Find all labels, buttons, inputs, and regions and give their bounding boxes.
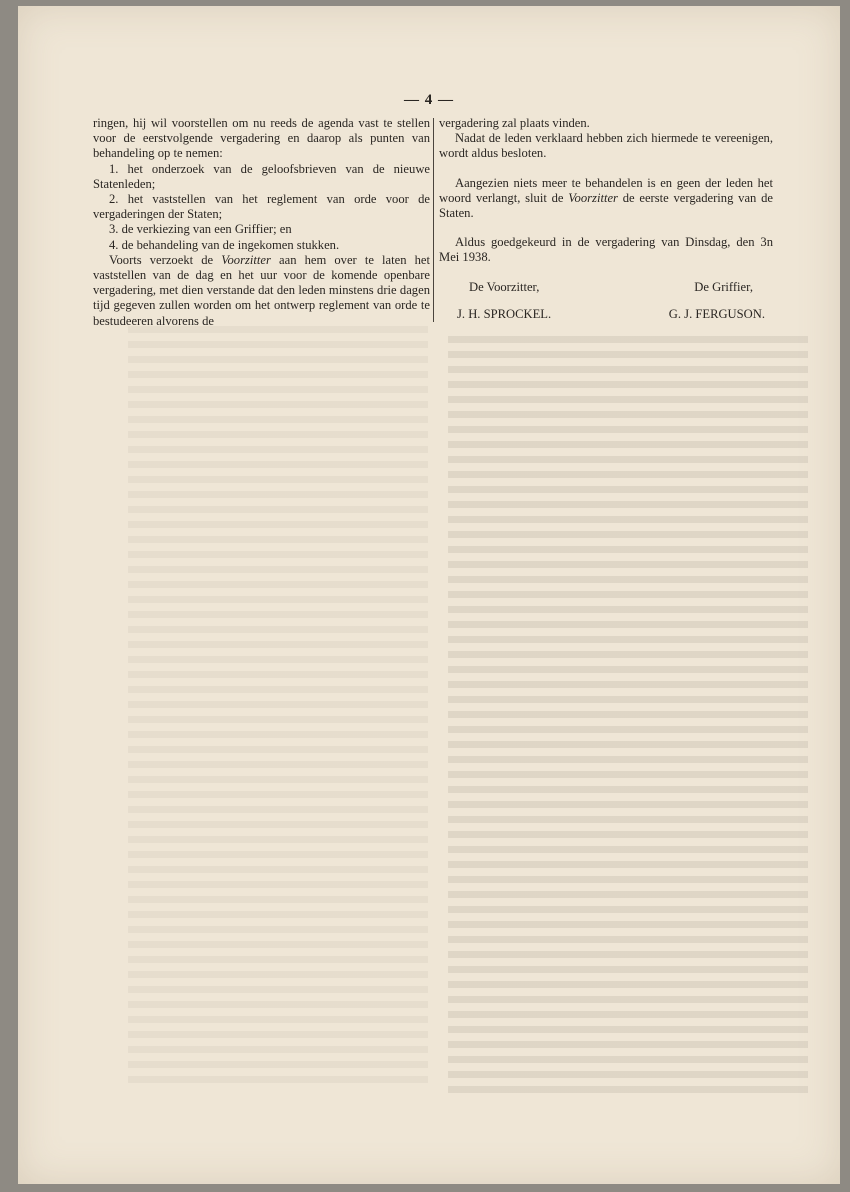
list-item: 2. het vaststellen van het reglement van orde voor de vergaderingen der Staten; xyxy=(93,192,430,222)
column-divider xyxy=(433,118,434,322)
emphasis-voorzitter: Voorzitter xyxy=(221,252,271,267)
paragraph-continuation: vergadering zal plaats vinden. xyxy=(439,116,590,130)
emphasis-voorzitter: Voorzitter xyxy=(568,190,618,205)
paragraph-voorts xyxy=(93,253,430,329)
list-item: 1. het onderzoek van de geloofsbrieven van de nieuwe Statenleden; xyxy=(93,161,430,191)
paragraph-approved: Aldus goedgekeurd in de vergadering van Dinsdag, den 3n Mei 1938. xyxy=(439,235,773,265)
document-page xyxy=(18,6,840,1184)
paragraph-closing xyxy=(439,176,773,222)
signature-title-chair: De Voorzitter, xyxy=(469,279,540,294)
bleed-through-text-left xyxy=(128,326,428,1086)
signature-titles xyxy=(439,280,773,295)
signature-name-clerk: G. J. FERGUSON. xyxy=(668,306,765,321)
text-run: aan hem over te laten het vaststellen van de dag en het uur voor de komende openbare vergadering, met dien verstande dat den leden minstens drie dagen tijd gegeven zullen worden om het ontwerp reglement van orde te bestudeeren alvorens de xyxy=(93,252,431,328)
signature-name-chair: J. H. SPROCKEL. xyxy=(457,306,552,321)
paragraph-agenda: ringen, hij wil voorstellen om nu reeds de agenda vast te stellen voor de eerstvolgende vergadering en daarop als punten van behandeling op te nemen: xyxy=(93,116,430,161)
text-run: Voorts verzoekt de xyxy=(109,252,222,267)
signature-title-clerk: De Griffier, xyxy=(694,279,753,294)
list-item: 4. de behandeling van de ingekomen stukken. xyxy=(109,237,340,252)
signature-names xyxy=(439,307,773,322)
paragraph-besloten: Nadat de leden verklaard hebben zich hiermede te vereenigen, wordt aldus besloten. xyxy=(439,131,773,161)
page-number: — 4 — xyxy=(404,92,454,108)
text-run: de eerste vergadering van de Staten. xyxy=(439,190,774,221)
right-column xyxy=(439,116,773,322)
left-column xyxy=(93,116,430,329)
bleed-through-text-right xyxy=(448,336,808,1096)
list-item: 3. de verkiezing van een Griffier; en xyxy=(109,222,292,237)
text-run: Aangezien niets meer te behandelen is en geen der leden het woord verlangt, sluit de xyxy=(439,175,773,205)
